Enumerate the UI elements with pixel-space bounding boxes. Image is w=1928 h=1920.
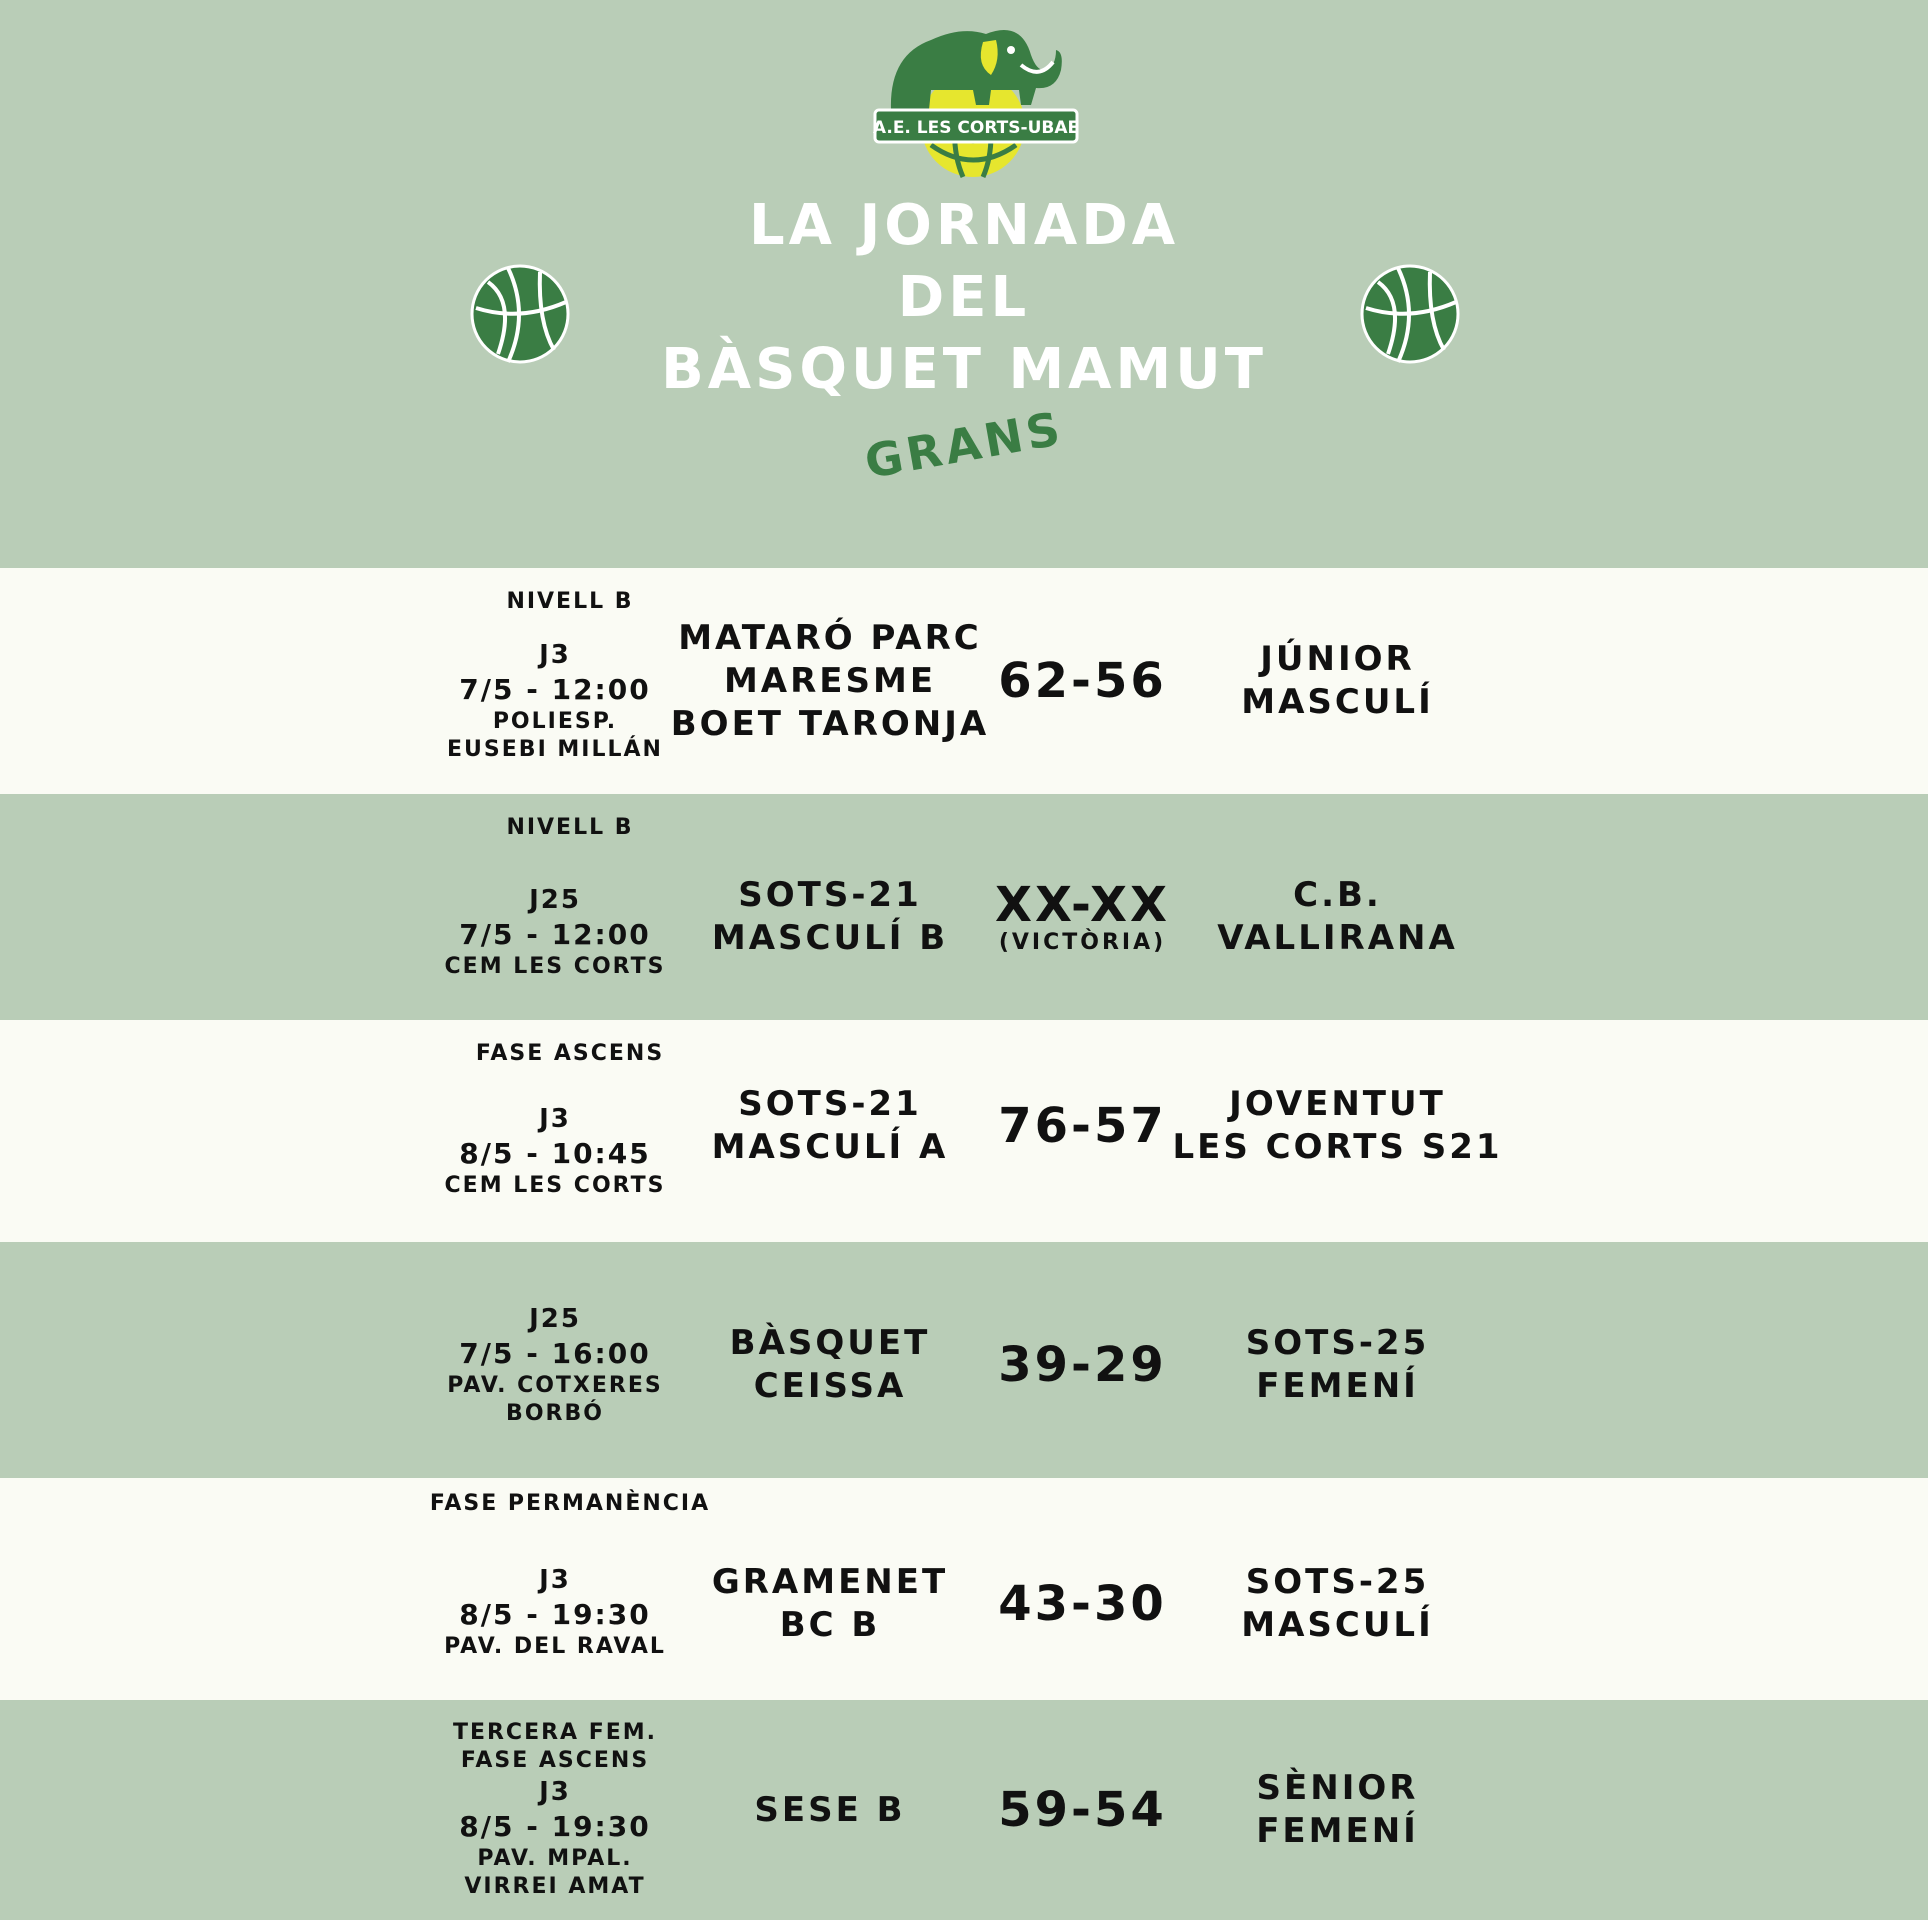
away-team (1170, 1700, 1505, 1920)
venue-line-1: PAV. DEL RAVAL (444, 1633, 666, 1659)
match-row (0, 568, 1928, 794)
team1-line-2: CEISSA (753, 1366, 907, 1406)
team1-line-2: MASCULÍ B (711, 918, 949, 958)
competition-label: NIVELL B (506, 589, 634, 614)
team1-line-2: BC B (779, 1605, 881, 1645)
match-datetime: 8/5 - 19:30 (459, 1810, 651, 1843)
score-cell (985, 1242, 1180, 1478)
venue-line-1: POLIESP. (492, 709, 618, 734)
home-team (660, 1242, 1000, 1478)
team2-line-1: JÚNIOR (1260, 639, 1415, 679)
mammoth-logo (871, 10, 1081, 180)
match-list (0, 568, 1928, 1920)
competition-label: FASE ASCENS (475, 1041, 665, 1066)
home-team (660, 1478, 1000, 1700)
home-team (660, 1020, 1000, 1242)
jornada: J25 (529, 885, 581, 915)
score-note: (VICTÒRIA) (998, 930, 1167, 955)
match-row (0, 794, 1928, 1020)
score-cell (985, 794, 1180, 1020)
header (0, 0, 1928, 568)
venue-line-1: CEM LES CORTS (444, 1173, 666, 1198)
score: 59-54 (998, 1782, 1167, 1838)
venue-line-1: CEM LES CORTS (444, 954, 666, 979)
venue-line-1: PAV. COTXERES (447, 1373, 663, 1398)
competition-label: FASE PERMANÈNCIA (429, 1491, 711, 1516)
match-info (420, 1020, 690, 1242)
venue-line-2: BORBÓ (506, 1401, 604, 1426)
jornada: J3 (539, 640, 571, 670)
away-team (1170, 1242, 1505, 1478)
team2-line-1: SÈNIOR (1256, 1768, 1419, 1808)
team1-line-1: BÀSQUET (729, 1323, 931, 1363)
away-team (1170, 1020, 1505, 1242)
team2-line-1: JOVENTUT (1229, 1084, 1446, 1124)
jornada: J3 (539, 1104, 571, 1134)
team1-line-2: MARESME (723, 660, 937, 701)
score-cell (985, 1700, 1180, 1920)
logo-text: A.E. LES CORTS-UBAE (872, 118, 1080, 138)
jornada: J3 (539, 1777, 571, 1807)
team1-line-3: BOET TARONJA (670, 703, 990, 744)
home-team (660, 794, 1000, 1020)
jornada: J3 (539, 1564, 571, 1595)
team1-line-1: SOTS-21 (738, 1084, 922, 1124)
title-line-2: DEL (897, 265, 1031, 330)
team2-line-1: C.B. (1293, 875, 1382, 915)
team1-line-2: MASCULÍ A (711, 1127, 949, 1167)
venue-line-2: VIRREI AMAT (464, 1874, 646, 1899)
match-info (420, 568, 690, 794)
team1-line-1: SOTS-21 (738, 875, 922, 915)
match-datetime: 7/5 - 16:00 (459, 1337, 651, 1370)
team2-line-2: VALLIRANA (1217, 918, 1458, 958)
home-team (660, 1700, 1000, 1920)
subtitle: GRANS (860, 401, 1068, 489)
score: 39-29 (998, 1337, 1167, 1393)
title-line-3: BÀSQUET MAMUT (661, 337, 1267, 402)
score-cell (985, 1478, 1180, 1700)
away-team (1170, 568, 1505, 794)
away-team (1170, 1478, 1505, 1700)
home-team (660, 568, 1000, 794)
subtitle-wrapper (0, 401, 1928, 489)
team2-line-2: LES CORTS S21 (1172, 1127, 1503, 1167)
venue-line-2: EUSEBI MILLÁN (447, 737, 663, 762)
jornada: J25 (529, 1304, 581, 1334)
team2-line-2: FEMENÍ (1256, 1366, 1419, 1406)
venue-line-1: PAV. MPAL. (477, 1846, 633, 1871)
score: 43-30 (998, 1576, 1167, 1632)
match-datetime: 7/5 - 12:00 (459, 918, 651, 951)
team2-line-1: SOTS-25 (1245, 1323, 1430, 1363)
match-row (0, 1478, 1928, 1700)
competition-line-1: TERCERA FEM. (452, 1720, 658, 1745)
match-info (420, 1242, 690, 1478)
team2-line-2: MASCULÍ (1241, 1605, 1434, 1645)
title-line-1: LA JORNADA (748, 193, 1180, 258)
score-cell (985, 568, 1180, 794)
team1-line-1: GRAMENET (711, 1562, 949, 1602)
score: 62-56 (998, 653, 1167, 709)
match-datetime: 7/5 - 12:00 (459, 673, 651, 706)
match-info (420, 794, 690, 1020)
match-row (0, 1700, 1928, 1920)
team2-line-2: MASCULÍ (1241, 682, 1434, 722)
competition-line-2: FASE ASCENS (460, 1748, 650, 1773)
team1-line-1: SESE B (754, 1789, 906, 1830)
match-datetime: 8/5 - 19:30 (459, 1597, 651, 1631)
team2-line-2: FEMENÍ (1256, 1811, 1419, 1851)
team2-line-1: SOTS-25 (1245, 1562, 1430, 1602)
match-row (0, 1020, 1928, 1242)
match-datetime: 8/5 - 10:45 (459, 1137, 651, 1170)
match-info (420, 1478, 690, 1700)
score: XX-XX (994, 877, 1171, 933)
away-team (1170, 794, 1505, 1020)
competition-label: NIVELL B (506, 815, 634, 840)
team1-line-1: MATARÓ PARC (678, 617, 982, 658)
match-row (0, 1242, 1928, 1478)
score-cell (985, 1020, 1180, 1242)
score: 76-57 (998, 1098, 1167, 1154)
